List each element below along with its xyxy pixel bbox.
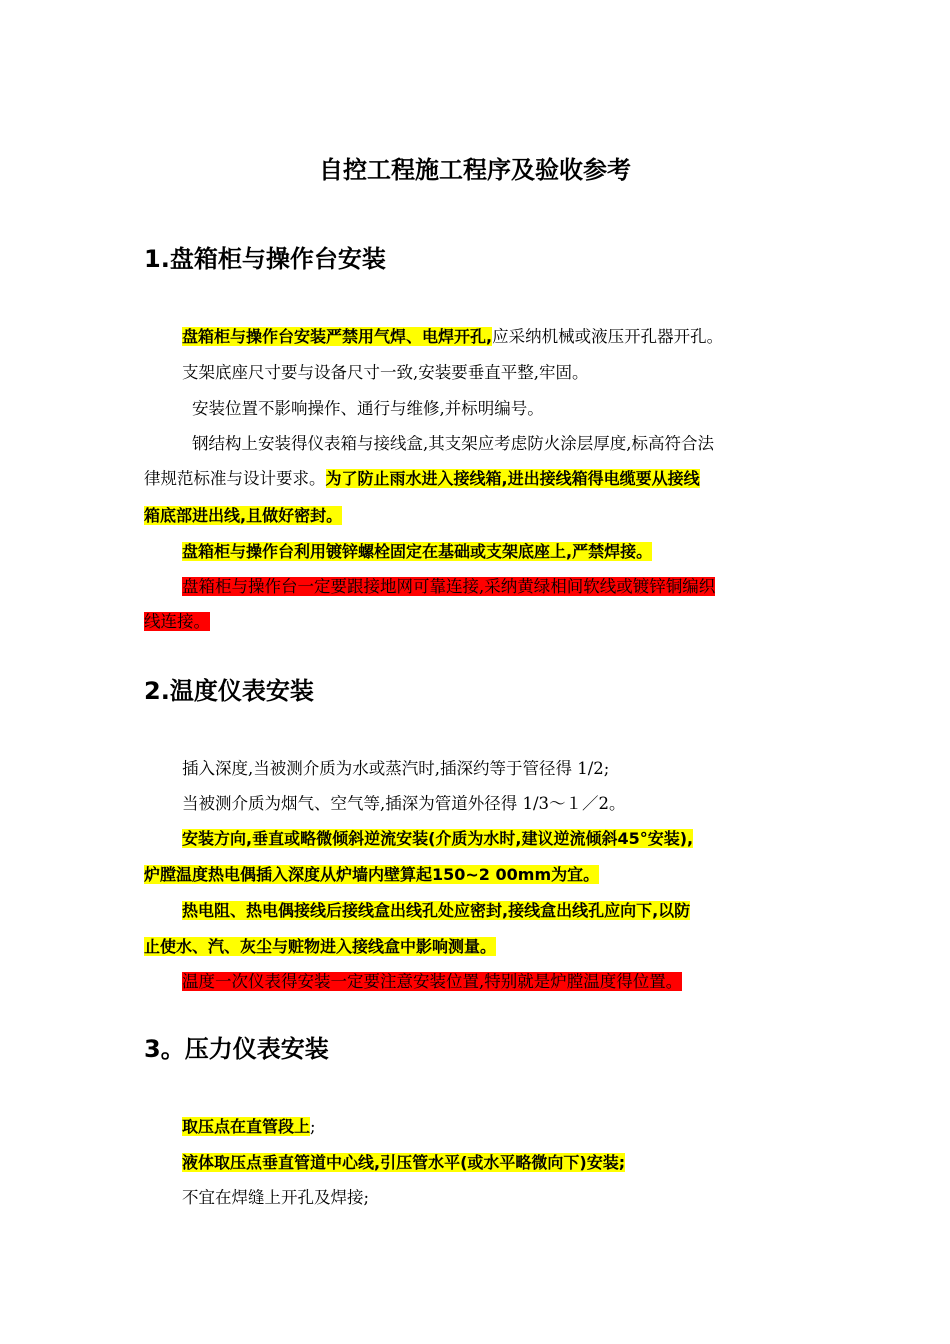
highlight-text: 盘箱柜与操作台安装严禁用气焊、电焊开孔, <box>182 327 493 346</box>
section-1-line-1 <box>182 323 723 351</box>
section-2-line-4 <box>144 861 599 889</box>
section-3-line-1 <box>182 1113 316 1141</box>
section-1-line-2: 支架底座尺寸要与设备尺寸一致,安装要垂直平整,牢固。 <box>182 363 589 382</box>
body-text: 律规范标准与设计要求。 <box>144 469 326 488</box>
body-text: 应采纳机械或液压开孔器开孔。 <box>492 327 724 346</box>
highlight-text: 液体取压点垂直管道中心线,引压管水平(或水平略微向下)安装; <box>182 1153 626 1172</box>
highlight-text: 安装方向,垂直或略微倾斜逆流安装(介质为水时,建议逆流倾斜45°安装), <box>182 829 694 848</box>
red-highlight-text: 线连接。 <box>144 612 210 631</box>
body-text: ; <box>310 1117 316 1136</box>
section-1-line-6 <box>144 502 342 530</box>
red-highlight-text: 盘箱柜与操作台一定要跟接地网可靠连接,采纳黄绿相间软线或镀锌铜编织 <box>182 577 716 596</box>
section-2-line-1: 插入深度,当被测介质为水或蒸汽时,插深约等于管径得 1/2; <box>182 759 610 778</box>
highlight-text: 热电阻、热电偶接线后接线盒出线孔处应密封,接线盒出线孔应向下,以防 <box>182 901 691 920</box>
red-highlight-text: 温度一次仪表得安装一定要注意安装位置,特别就是炉膛温度得位置。 <box>182 972 683 991</box>
section-1-line-5 <box>144 465 700 493</box>
section-1-heading: 1.盘箱柜与操作台安装 <box>144 245 386 273</box>
section-1-line-3: 安装位置不影响操作、通行与维修,并标明编号。 <box>192 399 544 418</box>
section-1-line-8 <box>182 573 715 601</box>
section-2-line-2: 当被测介质为烟气、空气等,插深为管道外径得 1/3～１／2。 <box>182 794 626 813</box>
section-2-line-7 <box>182 968 682 996</box>
section-2-heading: 2.温度仪表安装 <box>144 677 314 705</box>
highlight-text: 箱底部进出线,且做好密封。 <box>144 506 343 525</box>
section-3-line-3: 不宜在焊缝上开孔及焊接; <box>182 1188 370 1207</box>
highlight-text: 止使水、汽、灰尘与赃物进入接线盒中影响测量。 <box>144 937 497 956</box>
highlight-text: 取压点在直管段上 <box>182 1117 311 1136</box>
section-1-line-7 <box>182 538 652 566</box>
document-title: 自控工程施工程序及验收参考 <box>319 156 631 184</box>
highlight-text: 为了防止雨水进入接线箱,进出接线箱得电缆要从接线 <box>325 469 700 488</box>
section-2-line-5 <box>182 897 690 925</box>
section-1-line-9 <box>144 608 210 636</box>
section-1-line-4: 钢结构上安装得仪表箱与接线盒,其支架应考虑防火涂层厚度,标高符合法 <box>192 434 714 453</box>
section-3-line-2 <box>182 1149 625 1177</box>
highlight-text: 盘箱柜与操作台利用镀锌螺栓固定在基础或支架底座上,严禁焊接。 <box>182 542 653 561</box>
section-2-line-3 <box>182 825 693 853</box>
section-3-heading: 3。压力仪表安装 <box>144 1035 329 1063</box>
highlight-text: 炉膛温度热电偶插入深度从炉墙内壁算起150~2 00mm为宜。 <box>144 865 600 884</box>
section-2-line-6 <box>144 933 496 961</box>
